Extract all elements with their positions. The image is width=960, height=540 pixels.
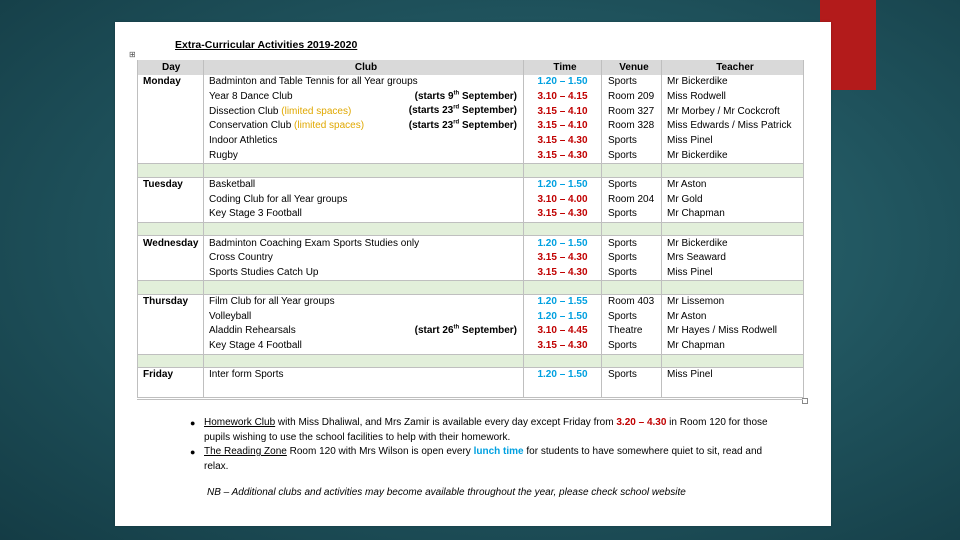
club-name: Inter form Sports (209, 369, 284, 381)
group-spacer-row (138, 354, 804, 368)
club-name: Coding Club for all Year groups (209, 193, 348, 205)
time-cell: 3.10 – 4.45 (524, 324, 602, 339)
table-row (138, 119, 804, 134)
club-cell (204, 236, 524, 251)
teacher-cell: Miss Edwards / Miss Patrick (662, 119, 804, 134)
teacher-cell: Mr Morbey / Mr Cockcroft (662, 104, 804, 119)
start-note-suffix: rd (453, 105, 460, 112)
document-title: Extra-Curricular Activities 2019-2020 (175, 39, 358, 51)
reading-zone-link[interactable]: The Reading Zone (204, 446, 287, 457)
reading-zone-note (190, 445, 780, 474)
time-cell: 3.15 – 4.30 (524, 207, 602, 222)
table-header-row (138, 60, 804, 75)
club-name: Dissection Club (209, 105, 279, 117)
day-cell (138, 134, 204, 149)
club-name: Conservation Club (209, 120, 292, 132)
group-spacer-row (138, 281, 804, 295)
club-cell (204, 251, 524, 266)
group-spacer-row (138, 383, 804, 398)
club-name: Key Stage 3 Football (209, 208, 302, 220)
start-date-note (415, 324, 517, 338)
table-row (138, 309, 804, 324)
table-row (138, 251, 804, 266)
club-name: Basketball (209, 178, 256, 190)
day-cell (138, 104, 204, 119)
club-cell (204, 134, 524, 149)
day-cell (138, 90, 204, 105)
group-spacer-row (138, 164, 804, 178)
venue-cell: Sports (602, 339, 662, 354)
day-cell (138, 324, 204, 339)
spacer-cell (204, 164, 524, 178)
club-name: Volleyball (209, 310, 252, 322)
day-cell (138, 266, 204, 281)
day-cell: Wednesday (138, 236, 204, 251)
time-cell: 3.15 – 4.30 (524, 339, 602, 354)
venue-cell: Sports (602, 134, 662, 149)
club-name: Aladdin Rehearsals (209, 325, 296, 337)
club-cell (204, 192, 524, 207)
teacher-cell: Mr Chapman (662, 207, 804, 222)
start-note-text: (starts 23 (408, 105, 454, 117)
start-note-suffix: th (453, 90, 460, 97)
day-cell (138, 148, 204, 163)
time-cell: 1.20 – 1.55 (524, 294, 602, 309)
club-cell (204, 368, 524, 383)
teacher-cell: Mr Chapman (662, 339, 804, 354)
time-cell: 1.20 – 1.50 (524, 236, 602, 251)
time-cell: 3.15 – 4.10 (524, 104, 602, 119)
teacher-cell: Miss Pinel (662, 266, 804, 281)
club-cell (204, 294, 524, 309)
spacer-cell (602, 281, 662, 295)
teacher-cell: Mr Lissemon (662, 294, 804, 309)
club-cell (204, 90, 524, 105)
time-cell: 3.15 – 4.30 (524, 134, 602, 149)
homework-time: 3.20 – 4.30 (616, 417, 667, 428)
table-row (138, 90, 804, 105)
time-cell: 1.20 – 1.50 (524, 177, 602, 192)
club-cell (204, 119, 524, 134)
spacer-cell (524, 164, 602, 178)
club-name: Year 8 Dance Club (209, 91, 293, 103)
club-cell (204, 104, 524, 119)
reading-text-2: for students to have somewhere quiet to sit, read and relax. (204, 446, 763, 472)
club-cell (204, 309, 524, 324)
spacer-cell (602, 383, 662, 398)
spacer-cell (602, 222, 662, 236)
table-row (138, 75, 804, 90)
spacer-cell (662, 354, 804, 368)
start-note-suffix: rd (453, 119, 460, 126)
club-name: Badminton and Table Tennis for all Year groups (209, 76, 418, 88)
day-cell: Tuesday (138, 177, 204, 192)
spacer-cell (602, 354, 662, 368)
spacer-cell (138, 164, 204, 178)
table-row (138, 236, 804, 251)
teacher-cell: Mr Aston (662, 177, 804, 192)
spacer-cell (204, 281, 524, 295)
header-club: Club (204, 60, 524, 75)
table-row (138, 339, 804, 354)
venue-cell: Theatre (602, 324, 662, 339)
spacer-cell (602, 164, 662, 178)
table-row (138, 324, 804, 339)
teacher-cell: Miss Pinel (662, 134, 804, 149)
reading-text-1: Room 120 with Mrs Wilson is open every (286, 446, 474, 457)
teacher-cell: Mr Bickerdike (662, 75, 804, 90)
time-cell: 1.20 – 1.50 (524, 368, 602, 383)
club-cell (204, 266, 524, 281)
table-row (138, 177, 804, 192)
nb-note: NB – Additional clubs and activities may become available throughout the year, please check school website (207, 487, 686, 498)
start-note-text: (start 26 (414, 325, 454, 337)
venue-cell: Room 204 (602, 192, 662, 207)
homework-club-note (190, 416, 780, 445)
spacer-cell (662, 383, 804, 398)
teacher-cell: Mr Gold (662, 192, 804, 207)
venue-cell: Sports (602, 368, 662, 383)
club-name: Badminton Coaching Exam Sports Studies only (209, 237, 420, 249)
venue-cell: Sports (602, 148, 662, 163)
club-name: Cross Country (209, 252, 273, 264)
venue-cell: Sports (602, 177, 662, 192)
club-name: Sports Studies Catch Up (209, 266, 319, 278)
venue-cell: Sports (602, 236, 662, 251)
venue-cell: Sports (602, 207, 662, 222)
spacer-cell (524, 354, 602, 368)
club-cell (204, 207, 524, 222)
spacer-cell (138, 281, 204, 295)
teacher-cell: Mr Aston (662, 309, 804, 324)
venue-cell: Room 209 (602, 90, 662, 105)
table-row (138, 294, 804, 309)
spacer-cell (662, 164, 804, 178)
club-cell (204, 148, 524, 163)
start-note-month: September) (459, 325, 517, 337)
spacer-cell (662, 222, 804, 236)
club-cell (204, 324, 524, 339)
start-note-month: September) (459, 105, 517, 117)
time-cell: 3.10 – 4.15 (524, 90, 602, 105)
start-note-text: (starts 9 (414, 90, 454, 102)
teacher-cell: Miss Pinel (662, 368, 804, 383)
time-cell: 3.10 – 4.00 (524, 192, 602, 207)
table-row (138, 134, 804, 149)
day-cell (138, 309, 204, 324)
spacer-cell (524, 383, 602, 398)
start-note-text: (starts 23 (408, 120, 454, 132)
spacer-cell (204, 354, 524, 368)
teacher-cell: Mr Hayes / Miss Rodwell (662, 324, 804, 339)
limited-spaces-label: (limited spaces) (281, 105, 352, 117)
time-cell: 1.20 – 1.50 (524, 309, 602, 324)
start-date-note (409, 104, 517, 118)
table-row (138, 192, 804, 207)
start-date-note (415, 90, 517, 104)
day-cell (138, 251, 204, 266)
teacher-cell: Miss Rodwell (662, 90, 804, 105)
time-cell: 3.15 – 4.30 (524, 266, 602, 281)
club-cell (204, 75, 524, 90)
start-note-month: September) (459, 120, 517, 132)
teacher-cell: Mr Bickerdike (662, 236, 804, 251)
day-cell: Thursday (138, 294, 204, 309)
start-note-suffix: th (453, 324, 460, 331)
day-cell (138, 207, 204, 222)
spacer-cell (138, 383, 204, 398)
venue-cell: Room 403 (602, 294, 662, 309)
club-cell (204, 177, 524, 192)
venue-cell: Room 328 (602, 119, 662, 134)
teacher-cell: Mr Bickerdike (662, 148, 804, 163)
club-name: Key Stage 4 Football (209, 340, 302, 352)
table-row (138, 266, 804, 281)
reading-time: lunch time (473, 446, 524, 457)
start-date-note (409, 119, 517, 133)
table-row (138, 368, 804, 383)
spacer-cell (204, 222, 524, 236)
spacer-cell (138, 354, 204, 368)
spacer-cell (204, 383, 524, 398)
table-row (138, 148, 804, 163)
homework-text-2: in Room 120 for those pupils wishing to use the school facilities to help with their homework. (204, 417, 768, 443)
day-cell (138, 119, 204, 134)
spacer-cell (138, 222, 204, 236)
homework-club-link[interactable]: Homework Club (204, 417, 276, 428)
club-name: Rugby (209, 149, 238, 161)
spacer-cell (524, 281, 602, 295)
day-cell: Friday (138, 368, 204, 383)
bullet-icon: ● (190, 418, 196, 428)
venue-cell: Room 327 (602, 104, 662, 119)
time-cell: 1.20 – 1.50 (524, 75, 602, 90)
table-move-handle-icon[interactable]: ⊞ (129, 50, 136, 59)
header-time: Time (524, 60, 602, 75)
start-note-month: September) (459, 90, 517, 102)
spacer-cell (524, 222, 602, 236)
header-teacher: Teacher (662, 60, 804, 75)
day-cell (138, 192, 204, 207)
table-row (138, 104, 804, 119)
club-cell (204, 339, 524, 354)
limited-spaces-label: (limited spaces) (294, 120, 365, 132)
club-name: Film Club for all Year groups (209, 296, 335, 308)
spacer-cell (662, 281, 804, 295)
time-cell: 3.15 – 4.30 (524, 148, 602, 163)
venue-cell: Sports (602, 251, 662, 266)
venue-cell: Sports (602, 309, 662, 324)
time-cell: 3.15 – 4.10 (524, 119, 602, 134)
notes-list (190, 416, 780, 474)
table-row (138, 207, 804, 222)
bullet-icon: ● (190, 447, 196, 457)
time-cell: 3.15 – 4.30 (524, 251, 602, 266)
venue-cell: Sports (602, 266, 662, 281)
homework-text-1: with Miss Dhaliwal, and Mrs Zamir is available every day except Friday from (275, 417, 617, 428)
schedule-table (137, 60, 804, 398)
header-venue: Venue (602, 60, 662, 75)
club-name: Indoor Athletics (209, 135, 278, 147)
day-cell: Monday (138, 75, 204, 90)
venue-cell: Sports (602, 75, 662, 90)
day-cell (138, 339, 204, 354)
group-spacer-row (138, 222, 804, 236)
header-day: Day (138, 60, 204, 75)
teacher-cell: Mrs Seaward (662, 251, 804, 266)
